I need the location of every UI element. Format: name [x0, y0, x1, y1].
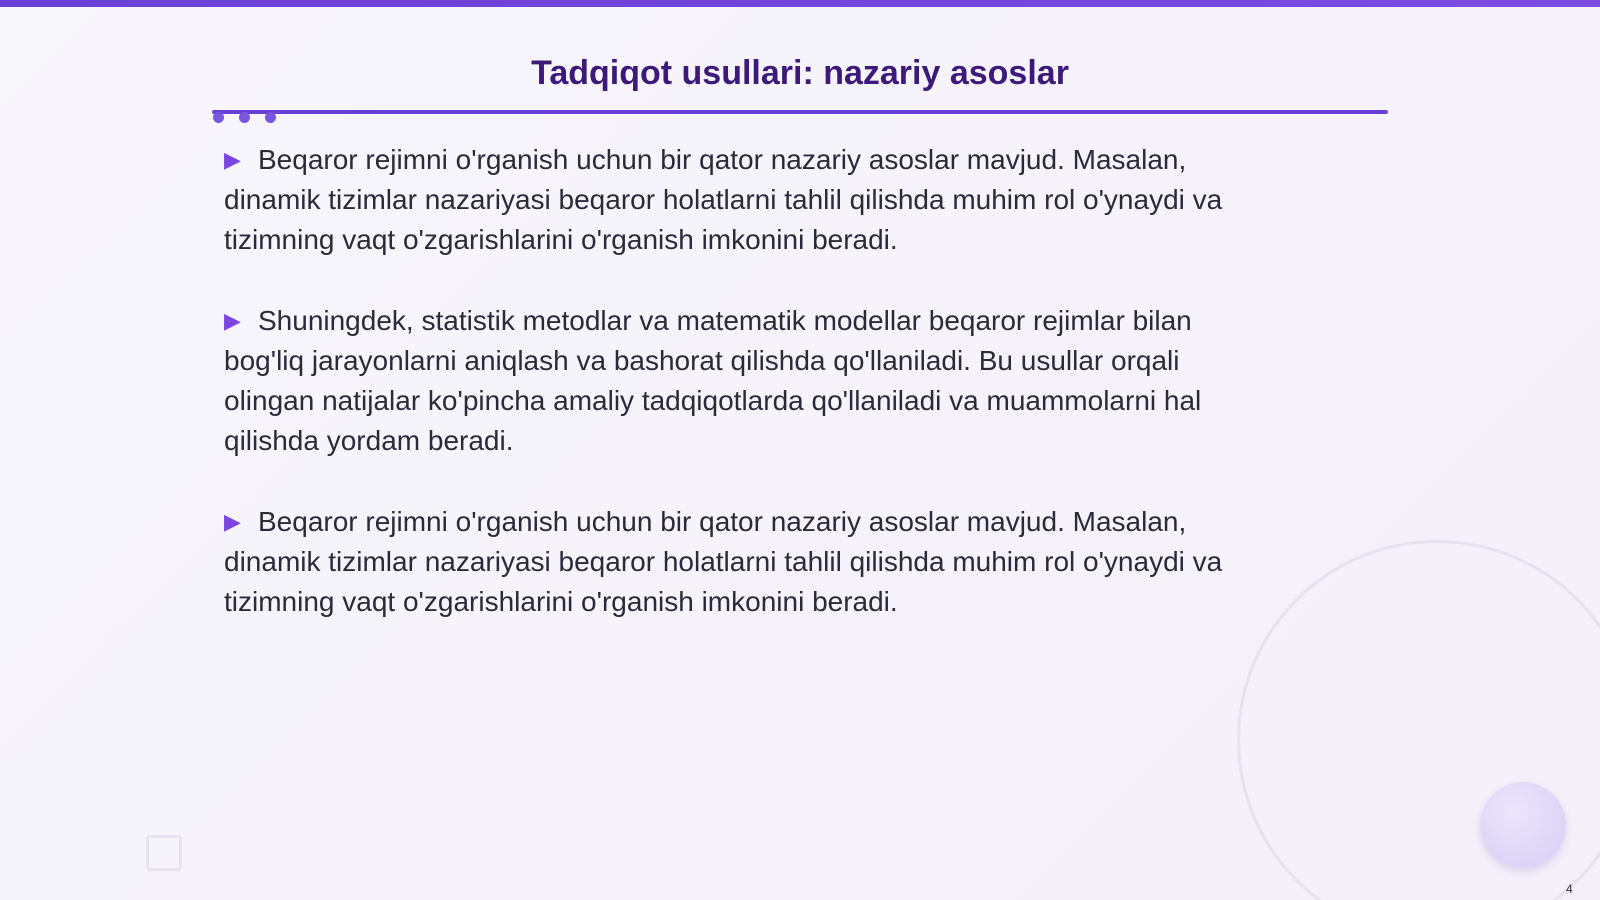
- paragraph-line: bog'liq jarayonlarni aniqlash va bashorat qilishda qo'llaniladi. Bu usullar orqali: [224, 345, 1180, 376]
- paragraph-line: tizimning vaqt o'zgarishlarini o'rganish imkonini beradi.: [224, 224, 898, 255]
- triangle-bullet-icon: ▶: [224, 147, 241, 172]
- top-accent-bar: [0, 0, 1600, 7]
- decorative-dot: [265, 112, 276, 123]
- paragraph-line: Beqaror rejimni o'rganish uchun bir qator nazariy asoslar mavjud. Masalan,: [258, 506, 1187, 537]
- bullet-paragraph-3: [224, 502, 1344, 622]
- triangle-bullet-icon: ▶: [224, 308, 241, 333]
- paragraph-line: tizimning vaqt o'zgarishlarini o'rganish imkonini beradi.: [224, 586, 898, 617]
- decorative-dot: [239, 112, 250, 123]
- decorative-dot: [213, 112, 224, 123]
- bullet-paragraph-2: [224, 301, 1344, 461]
- paragraph-line: olingan natijalar ko'pincha amaliy tadqiqotlarda qo'llaniladi va muammolarni hal: [224, 385, 1202, 416]
- decorative-circle: [1480, 782, 1566, 868]
- paragraph-line: dinamik tizimlar nazariyasi beqaror holatlarni tahlil qilishda muhim rol o'ynaydi va: [224, 546, 1223, 577]
- triangle-bullet-icon: ▶: [224, 509, 241, 534]
- paragraph-line: Shuningdek, statistik metodlar va matematik modellar beqaror rejimlar bilan: [258, 305, 1192, 336]
- slide-title: Tadqiqot usullari: nazariy asoslar: [531, 54, 1069, 92]
- page-number: 4: [1566, 882, 1573, 896]
- paragraph-line: Beqaror rejimni o'rganish uchun bir qator nazariy asoslar mavjud. Masalan,: [258, 144, 1187, 175]
- title-underline: [212, 110, 1388, 114]
- paragraph-line: dinamik tizimlar nazariyasi beqaror holatlarni tahlil qilishda muhim rol o'ynaydi va: [224, 184, 1223, 215]
- slide-body: [224, 140, 1344, 663]
- bullet-paragraph-1: [224, 140, 1344, 260]
- decorative-square: [146, 835, 182, 871]
- paragraph-line: qilishda yordam beradi.: [224, 425, 514, 456]
